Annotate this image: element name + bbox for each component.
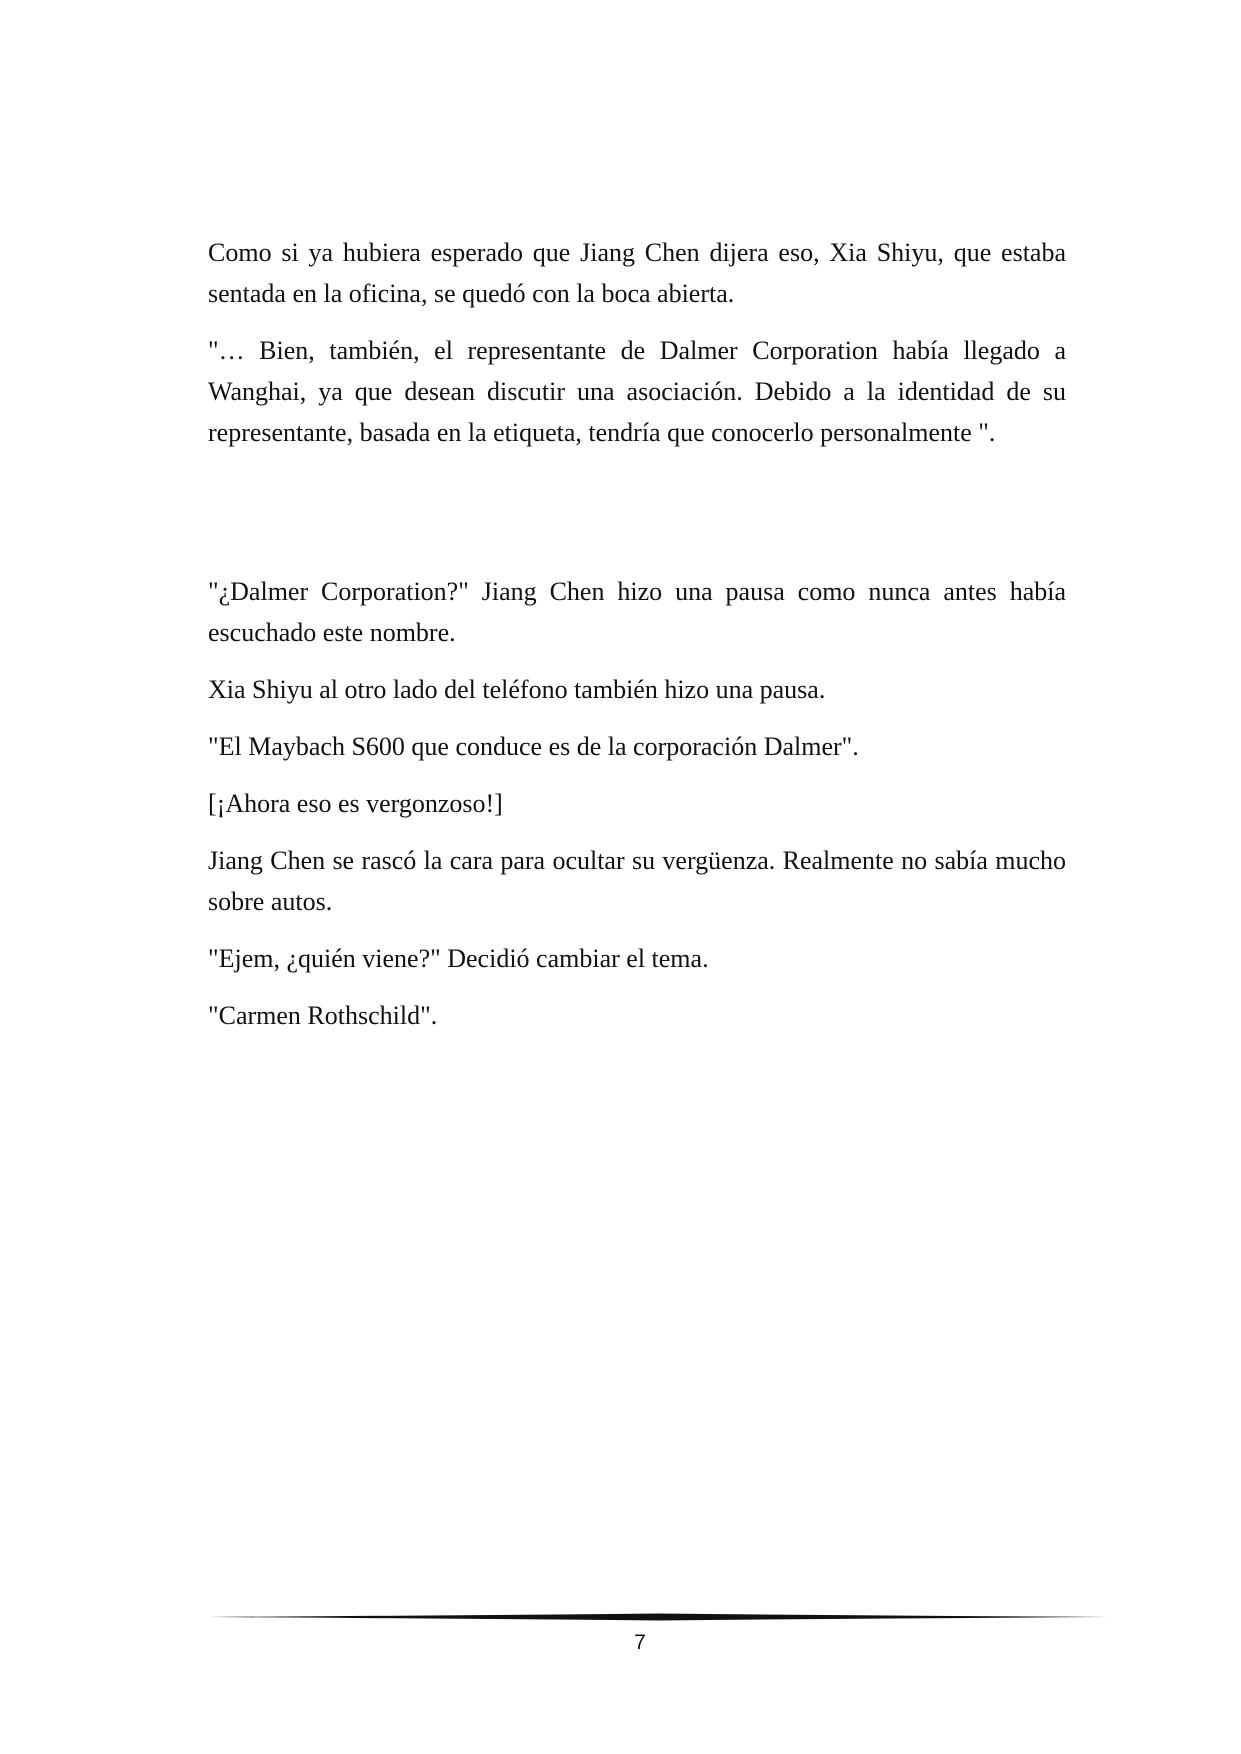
paragraph: Jiang Chen se rascó la cara para ocultar su vergüenza. Realmente no sabía mucho sobre autos. xyxy=(208,846,1066,916)
paragraph: Como si ya hubiera esperado que Jiang Chen dijera eso, Xia Shiyu, que estaba sentada en la oficina, se quedó con la boca abierta. xyxy=(208,238,1066,308)
paragraph: Xia Shiyu al otro lado del teléfono también hizo una pausa. xyxy=(208,675,826,704)
paragraph: "Carmen Rothschild". xyxy=(208,1001,438,1030)
paragraph: [¡Ahora eso es vergonzoso!] xyxy=(208,789,503,818)
paragraph: "Ejem, ¿quién viene?" Decidió cambiar el tema. xyxy=(208,944,709,973)
page-number: 7 xyxy=(634,1631,646,1654)
text-block-bottom xyxy=(208,571,1066,1052)
paragraph: "… Bien, también, el representante de Dalmer Corporation había llegado a Wanghai, ya que desean discutir una asociación. Debido a la identidad de su representante, basada en la etiqueta, tendría que conocerlo personalmente ". xyxy=(208,336,1066,447)
paragraph: "El Maybach S600 que conduce es de la corporación Dalmer". xyxy=(208,732,859,761)
paragraph: "¿Dalmer Corporation?" Jiang Chen hizo una pausa como nunca antes había escuchado este nombre. xyxy=(208,577,1066,647)
text-block-top xyxy=(208,232,1066,469)
footer-divider xyxy=(208,1610,1108,1624)
